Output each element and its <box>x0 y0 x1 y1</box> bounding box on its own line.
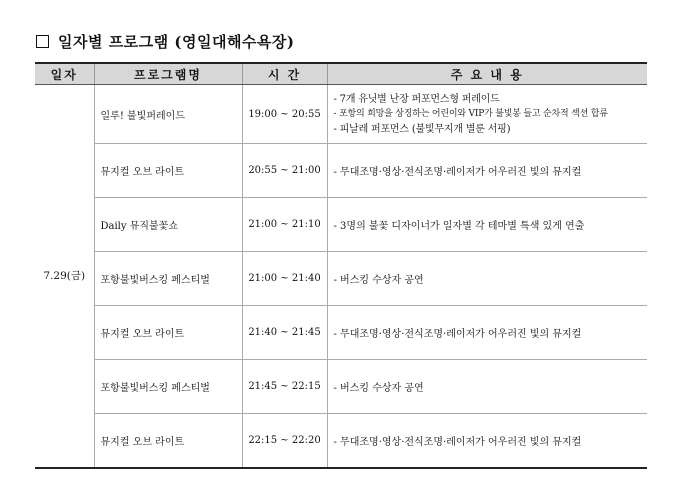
program-cell: 포항불빛버스킹 페스티벌 <box>94 360 242 414</box>
content-cell <box>327 85 647 144</box>
checkbox-icon <box>36 35 49 48</box>
content-cell: - 3명의 불꽃 디자이너가 일자별 각 테마별 특색 있게 연출 <box>327 198 647 252</box>
content-cell: - 버스킹 수상자 공연 <box>327 252 647 306</box>
time-cell: 21:40 ~ 21:45 <box>242 306 327 360</box>
table-row <box>35 198 647 252</box>
table-row <box>35 306 647 360</box>
time-cell: 19:00 ~ 20:55 <box>242 85 327 144</box>
content-cell: - 무대조명·영상·전식조명·레이저가 어우러진 빛의 뮤지컬 <box>327 306 647 360</box>
table-row <box>35 414 647 468</box>
program-cell: 일루! 불빛퍼레이드 <box>94 85 242 144</box>
time-cell: 21:00 ~ 21:40 <box>242 252 327 306</box>
detail-line: - 7개 유닛별 난장 퍼포먼스형 퍼레이드 <box>333 93 500 105</box>
time-cell: 22:15 ~ 22:20 <box>242 414 327 468</box>
program-cell: 뮤지컬 오브 라이트 <box>94 414 242 468</box>
date-cell: 7.29(금) <box>35 85 94 468</box>
program-cell: 뮤지컬 오브 라이트 <box>94 144 242 198</box>
header-program: 프로그램명 <box>94 63 242 85</box>
schedule-table <box>35 62 647 469</box>
header-time: 시 간 <box>242 63 327 85</box>
time-cell: 21:45 ~ 22:15 <box>242 360 327 414</box>
table-row <box>35 252 647 306</box>
header-row <box>35 63 647 85</box>
table-row <box>35 144 647 198</box>
header-date: 일자 <box>35 63 94 85</box>
time-cell: 20:55 ~ 21:00 <box>242 144 327 198</box>
table-row <box>35 85 647 144</box>
table-row <box>35 360 647 414</box>
program-cell: Daily 뮤직불꽃쇼 <box>94 198 242 252</box>
program-cell: 뮤지컬 오브 라이트 <box>94 306 242 360</box>
section-title <box>36 31 295 52</box>
content-cell: - 버스킹 수상자 공연 <box>327 360 647 414</box>
header-content: 주 요 내 용 <box>327 63 647 85</box>
time-cell: 21:00 ~ 21:10 <box>242 198 327 252</box>
section-title-text: 일자별 프로그램 (영일대해수욕장) <box>58 33 295 51</box>
detail-line: - 피날레 퍼포먼스 (불빛무지개 별룬 서핑) <box>333 123 511 135</box>
program-cell: 포항불빛버스킹 페스티벌 <box>94 252 242 306</box>
detail-line: - 포항의 희망을 상징하는 어린이와 VIP가 불빛봉 들고 순차적 섹션 합류 <box>333 108 608 119</box>
content-cell: - 무대조명·영상·전식조명·레이저가 어우러진 빛의 뮤지컬 <box>327 144 647 198</box>
content-cell: - 무대조명·영상·전식조명·레이저가 어우러진 빛의 뮤지컬 <box>327 414 647 468</box>
